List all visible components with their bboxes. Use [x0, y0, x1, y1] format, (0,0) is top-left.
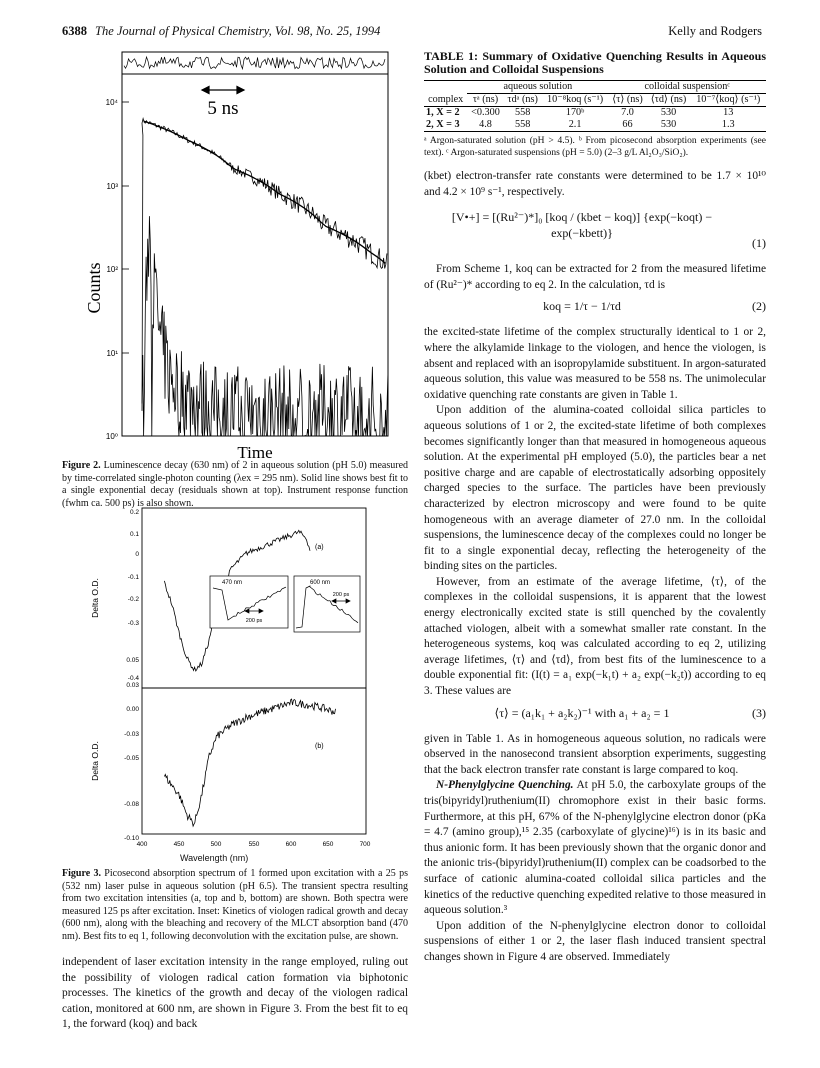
inset-600nm-label: 600 nm: [310, 580, 331, 586]
figure2-scale-bar-arrow: [202, 87, 244, 94]
table-row: [424, 107, 766, 120]
figure2-ytick-1e1: 10¹: [106, 349, 118, 358]
table-cell: 7.0: [621, 107, 634, 118]
figure3a-ytick: 0.1: [129, 531, 139, 538]
paragraph: However, from an estimate of the average lifetime, ⟨τ⟩, of the complexes in the colloidal suspensions, it is apparent that the lowest energy electronically excited state is still quenched by the covalently attached viologen, albeit with a somewhat smaller rate constant. In the heterogeneous systems, koq was calculated according to eq 2, utilizing average lifetimes, ⟨τ⟩ and ⟨τd⟩, from best fits of the luminescence to a double exponential fit: (I(t) = a₁ exp(−k₁t) + a₂ exp(−k₂t)) according to eq 3. These values are: [424, 575, 766, 698]
header-authors: Kelly and Rodgers: [668, 24, 762, 38]
figure3a-ytick: -0.1: [127, 574, 139, 581]
equation-1: [424, 210, 766, 240]
figure3b-ylabel: Delta O.D.: [90, 741, 100, 781]
figure3-caption-text: Picosecond absorption spectrum of 1 formed upon excitation with a 25 ps (532 nm) laser pulse in aqueous solution (pH 6.5). The transient spectra resulting from two excitation intensities (a, top and b, bottom) are shown. Both spectra were measured 125 ps after excitation. Inset: Kinetics of viologen radical growth and decay (600 nm), along with the bleaching and recovery of the MLCT absorption band (470 nm). Best fits to eq 1, following deconvolution with the excitation pulse, are shown.: [62, 868, 408, 942]
figure2-caption-text: Luminescence decay (630 nm) of 2 in aqueous solution (pH 5.0) measured by time-correlated single-photon counting (λex = 295 nm). Solid line shows best fit to a single exponential decay (residuals shown at top). Instrument response function (fwhm ca. 500 ps) is also shown.: [62, 460, 409, 509]
table-cell: 558: [515, 107, 531, 118]
figure2-chart: [72, 44, 402, 464]
figure2-caption-label: Figure 2.: [62, 460, 101, 471]
paragraph: [424, 778, 766, 918]
table-cell: 1.3: [721, 119, 735, 130]
figure3a-ytick: 0.2: [129, 509, 139, 516]
table1-group-colloidal: colloidal suspensionᶜ: [608, 81, 766, 94]
paragraph-text: At pH 5.0, the carboxylate groups of the tris(bipyridyl)ruthenium(II) chromophore exist in their basic forms. Furthermore, at this pH, 67% of the N-phenylglycine electron donor (pKa = 4.7 (amino group),¹⁵ 2.35 (carboxylate of glycine)¹⁶) is in its basic and thus anionic form. It has been previously shown that the organic donor and the anionic tris-(bipyridyl)ruthenium(II) complex can be coadsorbed to the surface of cationic alumina-coated colloidal silica particles and the kinetics of the reductive quenching expedited relative to those measured in aqueous solution.³: [424, 779, 766, 917]
equation-2-number: (2): [752, 299, 766, 314]
figure3b-ytick: 0.05: [126, 657, 139, 664]
figure3a-ytick: 0: [135, 551, 139, 558]
figure3b-spectrum: [164, 699, 335, 826]
figure3b-panel-label: (b): [315, 743, 324, 750]
table1-title: Summary of Oxidative Quenching Results in Aqueous Solution and Colloidal Suspensions: [424, 49, 767, 76]
figure2-residuals-trace: [124, 57, 385, 69]
figure3a-ytick: -0.4: [127, 675, 139, 682]
figure3-xtick: 600: [285, 841, 297, 848]
table-cell: 2, X = 3: [426, 119, 460, 130]
page-number: 6388: [62, 24, 87, 38]
figure2-ytick-1e0: 10⁰: [105, 432, 118, 441]
left-paragraph: independent of laser excitation intensity in the range employed, ruling out the possibility of viologen radical cation formation via biphotonic processes. The kinetics of the growth and decay of the viologen radical cation, monitored at 600 nm, are shown in Figure 3. From the best fit to eq 1, the forward (koq) and back: [62, 956, 408, 1031]
table-cell: 170ᵇ: [565, 107, 585, 118]
equation-1-body: [V•+] = [(Ru²⁻)*]₀ [koq / (kbet − koq)] {exp(−koqt) − exp(−kbett)}: [451, 210, 713, 240]
table-row: [424, 119, 766, 132]
table-cell: 13: [723, 107, 734, 118]
equation-1-number-row: [424, 236, 766, 258]
running-header: [62, 24, 380, 39]
figure3b-ytick: 0.03: [126, 682, 139, 689]
equation-2: [424, 299, 766, 321]
figure2-yticks: [122, 102, 129, 436]
table1-label: TABLE 1:: [424, 49, 479, 63]
paragraph: (kbet) electron-transfer rate constants were determined to be 1.7 × 10¹⁰ and 4.2 × 10⁹ s⁻¹, respectively.: [424, 170, 766, 198]
table1-caption: [424, 50, 766, 76]
paragraph: Upon addition of the N-phenylglycine electron donor to colloidal suspensions of either 1 or 2, the laser flash induced transient spectral changes shown in Figure 4 are observed. Immediately: [424, 919, 766, 963]
figure2-ylabel: Counts: [84, 262, 104, 314]
table1-footnote: ᵃ Argon-saturated solution (pH > 4.5). ᵇ From picosecond absorption experiments (see text). ᶜ Argon-saturated suspensions (pH = 5.0) (2–3 g/L Al₂O₃/SiO₂).: [424, 136, 766, 158]
paragraph: the excited-state lifetime of the complex structurally identical to 1 or 2, where the alkylamide linkage to the viologen, and hence the viologen, is absent and replaced with an isopropylamide substituent. In argon-saturated aqueous solution, this value was measured to be 558 ns. The unimolecular oxidative quenching rate constants are given in Table 1.: [424, 326, 766, 401]
table1-header: τᵃ (ns): [472, 94, 499, 105]
figure2-caption: [62, 460, 408, 510]
table-cell: 2.1: [568, 119, 582, 130]
table-cell: 558: [515, 119, 531, 130]
figure3a-ytick: -0.2: [127, 596, 139, 603]
figure2-ytick-1e4: 10⁴: [105, 98, 118, 107]
figure3b-ytick: 0.00: [126, 706, 139, 713]
table1-header: ⟨τd⟩ (ns): [650, 94, 687, 105]
equation-3: [424, 706, 766, 728]
table-cell: 4.8: [479, 119, 492, 130]
figure3-xtick: 550: [248, 841, 260, 848]
figure2-ytick-1e2: 10²: [106, 265, 118, 274]
table-cell: 530: [660, 107, 677, 118]
figure3-caption: [62, 868, 408, 944]
inset-470nm-scale: 200 ps: [245, 618, 263, 624]
equation-1-number: (1): [752, 236, 766, 251]
figure3-xtick: 450: [173, 841, 185, 848]
figure3-xlabel: Wavelength (nm): [180, 853, 249, 863]
table1-group-aqueous: aqueous solution: [467, 81, 608, 94]
paragraph: given in Table 1. As in homogeneous aqueous solution, no radicals were observed in the nanosecond transient absorption experiments, suggesting that the back electron transfer rate constant is large compared to koq.: [424, 732, 766, 776]
paragraph: From Scheme 1, koq can be extracted for 2 from the measured lifetime of (Ru²⁻)* according to eq 2. In the calculation, τd is: [424, 263, 766, 291]
figure3-xtick: 400: [136, 841, 148, 848]
table1: [424, 80, 766, 132]
right-column: [424, 50, 766, 966]
table-cell: 66: [622, 119, 633, 130]
figure2-irf-trace: [142, 216, 388, 436]
figure3b-ytick: -0.10: [124, 835, 139, 842]
figure3b-ytick: -0.05: [124, 755, 139, 762]
figure3-caption-label: Figure 3.: [62, 868, 101, 879]
figure3-xtick: 650: [322, 841, 334, 848]
equation-3-number: (3): [752, 705, 766, 720]
figure3-chart: [82, 504, 372, 850]
left-body-text: [62, 955, 408, 1033]
table-cell: <0.300: [471, 107, 500, 118]
table1-header: 10⁻⁷⟨koq⟩ (s⁻¹): [696, 94, 761, 105]
figure2-fit-line: [144, 121, 385, 263]
table-cell: 530: [660, 119, 677, 130]
inset-470nm-label: 470 nm: [222, 580, 243, 586]
table1-header: 10⁻⁸koq (s⁻¹): [547, 94, 604, 105]
table1-header: ⟨τ⟩ (ns): [612, 94, 643, 105]
table1-header: τdᵃ (ns): [507, 94, 538, 105]
table1-header: complex: [428, 93, 464, 105]
figure3-xtick: 500: [210, 841, 222, 848]
figure3b-frame: [142, 688, 366, 834]
journal-citation: The Journal of Physical Chemistry, Vol. 98, No. 25, 1994: [95, 24, 381, 38]
inset-600nm-scale: 200 ps: [332, 592, 350, 598]
paragraph: Upon addition of the alumina-coated colloidal silica particles to aqueous solutions of 1 or 2, the excited-state lifetime of both complexes becomes significantly longer than that measured in homogeneous aqueous solution. At the experimental pH employed (5.0), the particles bear a net positive charge and are capable of electrostatically adsorbing oppositely charged species to the surface. The particles have been previously characterized by electron microscopy and were found to be quite homogeneous with an average diameter of 27.0 nm. In the colloidal suspensions, the luminescence decay of the complexes could no longer be fit to a single exponential decay, reflecting the heterogeneity of the binding sites on the particles.: [424, 404, 766, 573]
figure2-ytick-1e3: 10³: [106, 182, 118, 191]
figure3b-ytick: -0.08: [124, 801, 139, 808]
figure2-decay-trace: [142, 119, 387, 411]
equation-2-body: koq = 1/τ − 1/τd: [543, 299, 621, 314]
figure3a-panel-label: (a): [315, 544, 324, 551]
figure3-xtick: 700: [359, 841, 371, 848]
figure3a-ytick: -0.3: [127, 620, 139, 627]
figure2-scale-bar-label: 5 ns: [207, 98, 239, 119]
section-heading: N-Phenylglycine Quenching.: [436, 779, 574, 792]
table-cell: 1, X = 2: [426, 107, 460, 118]
equation-3-body: ⟨τ⟩ = (a₁k₁ + a₂k₂)⁻¹ with a₁ + a₂ = 1: [494, 705, 670, 720]
figure3b-ytick: -0.03: [124, 731, 139, 738]
figure3a-ylabel: Delta O.D.: [90, 578, 100, 618]
figure2-xlabel: Time: [237, 443, 273, 462]
